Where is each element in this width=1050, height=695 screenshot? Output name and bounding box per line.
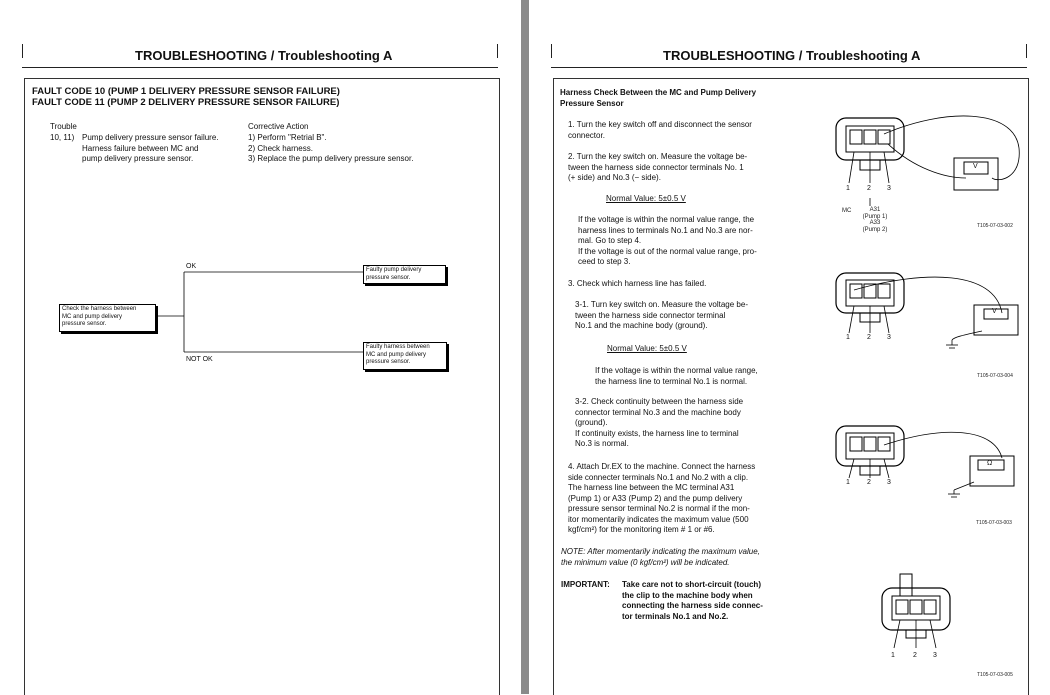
figure-4 — [824, 570, 1029, 682]
pin-1-label: 1 — [891, 652, 895, 659]
header-tick-left — [551, 44, 552, 58]
figure-code: T105-07-03-002 — [977, 223, 1013, 229]
connector-voltmeter-diagram — [824, 108, 1029, 238]
figure-code: T105-07-03-004 — [977, 373, 1013, 379]
pin-3-label: 3 — [887, 334, 891, 341]
pin-2-label: 2 — [867, 479, 871, 486]
step-2-note: If the voltage is within the normal value range, the harness lines to terminals No.1 and No.3 are nor- mal. Go to step 4. If the voltage is out of the normal value range, pro- ceed to step 3. — [578, 215, 757, 266]
pin-1-label: 1 — [846, 334, 850, 341]
figure-code: T105-07-03-005 — [977, 672, 1013, 678]
important-text: Take care not to short-circuit (touch) the clip to the machine body when connecting the harness side connec- tor terminals No.1 and No.2. — [622, 580, 763, 621]
meter-label: V — [973, 163, 978, 170]
pin-3-label: 3 — [887, 185, 891, 192]
section-title: Harness Check Between the MC and Pump Delivery Pressure Sensor — [560, 88, 757, 108]
figure-code: T105-07-03-003 — [976, 520, 1012, 526]
fault-code-11: FAULT CODE 11 (PUMP 2 DELIVERY PRESSURE SENSOR FAILURE) — [32, 97, 340, 108]
corrective-heading: Corrective Action — [248, 122, 309, 131]
connector-ground-voltmeter-diagram — [824, 265, 1029, 385]
result-ok-box: Faulty pump delivery pressure sensor. — [363, 265, 446, 284]
step-2: 2. Turn the key switch on. Measure the voltage be- tween the harness side connector terminals No. 1 (+ side) and No.3 (− side). — [568, 152, 748, 182]
header-rule — [551, 67, 1027, 68]
page-gutter — [521, 0, 529, 694]
figure-1 — [824, 108, 1029, 238]
left-page — [0, 0, 521, 694]
right-page — [529, 0, 1050, 694]
meter-label: V — [992, 308, 997, 315]
pin-3-label: 3 — [887, 479, 891, 486]
step-3-2: 3-2. Check continuity between the harness side connector terminal No.3 and the machine body (ground). If continuity exists, the harness line to terminal No.3 is normal. — [575, 397, 744, 448]
flow-start-box: Check the harness between MC and pump delivery pressure sensor. — [59, 304, 156, 332]
important-label: IMPORTANT: — [561, 580, 610, 589]
flow-ok-label: OK — [186, 263, 197, 270]
connector-clip-diagram — [824, 570, 1029, 682]
step-3-1-note: If the voltage is within the normal value range, the harness line to terminal No.1 is normal. — [595, 366, 758, 386]
pin-2-label: 2 — [913, 652, 917, 659]
trouble-text: Pump delivery pressure sensor failure. Harness failure between MC and pump delivery pressure sensor. — [82, 133, 219, 163]
step-3-1: 3-1. Turn key switch on. Measure the voltage be- tween the harness side connector terminal No.1 and the machine body (ground). — [575, 300, 748, 330]
meter-label: Ω — [987, 460, 993, 467]
connector-ground-ohmmeter-diagram — [824, 420, 1029, 535]
pin-1-label: 1 — [846, 185, 850, 192]
mc-label: MC — [842, 208, 852, 214]
pin-3-label: 3 — [933, 652, 937, 659]
result-not-ok-box: Faulty harness between MC and pump delivery pressure sensor. — [363, 342, 447, 370]
step-4: 4. Attach Dr.EX to the machine. Connect the harness side connecter terminals No.1 and No.2 with a clip. The harness line between the MC terminal A31 (Pump 1) or A33 (Pump 2) and the pump delivery pressure sensor terminal No.2 is normal if the mon- itor momentarily indicates the maximum value (500 kgf/cm²) for the monitoring item # 1 or #6. — [568, 462, 756, 534]
normal-value-1: Normal Value: 5±0.5 V — [606, 194, 686, 203]
figure-3 — [824, 420, 1029, 535]
page-header: TROUBLESHOOTING / Troubleshooting A — [135, 48, 393, 63]
figure-2 — [824, 265, 1029, 385]
note: NOTE: After momentarily indicating the maximum value, the minimum value (0 kgf/cm²) will be indicated. — [561, 547, 760, 567]
trouble-number: 10, 11) — [50, 133, 75, 142]
trouble-heading: Trouble — [50, 122, 77, 131]
normal-value-2: Normal Value: 5±0.5 V — [607, 344, 687, 353]
page-header: TROUBLESHOOTING / Troubleshooting A — [663, 48, 921, 63]
header-tick-right — [1026, 44, 1027, 58]
pin-2-label: 2 — [867, 334, 871, 341]
pin-2-label: 2 — [867, 185, 871, 192]
fault-code-10: FAULT CODE 10 (PUMP 1 DELIVERY PRESSURE SENSOR FAILURE) — [32, 86, 340, 97]
step-3: 3. Check which harness line has failed. — [568, 279, 707, 288]
flow-not-ok-label: NOT OK — [186, 356, 213, 363]
step-1: 1. Turn the key switch off and disconnect the sensor connector. — [568, 120, 752, 140]
pin-1-label: 1 — [846, 479, 850, 486]
mc-terminal-label: A31 (Pump 1) A33 (Pump 2) — [862, 207, 888, 233]
corrective-text: 1) Perform "Retrial B". 2) Check harness. 3) Replace the pump delivery pressure sensor. — [248, 133, 414, 163]
